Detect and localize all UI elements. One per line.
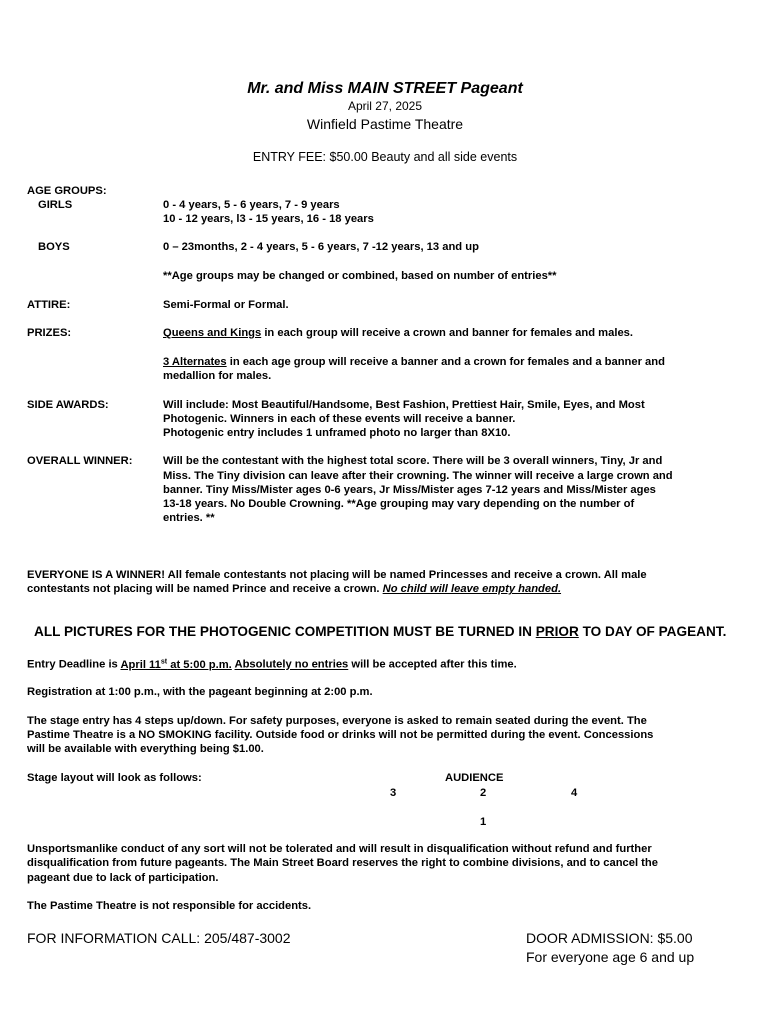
deadline-after: will be accepted after this time. [348, 658, 517, 671]
overall-winner-line2: Miss. The Tiny division can leave after their crowning. The winner will receive a large crown and [163, 470, 673, 482]
pictures-before: ALL PICTURES FOR THE PHOTOGENIC COMPETITION MUST BE TURNED IN [34, 624, 536, 639]
registration-info: Registration at 1:00 p.m., with the pageant beginning at 2:00 p.m. [27, 686, 373, 698]
door-admission: DOOR ADMISSION: $5.00 [526, 930, 693, 946]
stage-entry-line2: Pastime Theatre is a NO SMOKING facility. Outside food or drinks will not be permitted during the event. Concessions [27, 729, 654, 741]
overall-winner-label: OVERALL WINNER: [27, 455, 133, 467]
pictures-prior: PRIOR [535, 624, 579, 639]
age-groups-label: AGE GROUPS: [27, 185, 107, 197]
info-phone: FOR INFORMATION CALL: 205/487-3002 [27, 930, 291, 946]
overall-winner-line3: banner. Tiny Miss/Mister ages 0-6 years, Jr Miss/Mister ages 7-12 years and Miss/Mister ages [163, 484, 656, 496]
pageant-venue: Winfield Pastime Theatre [306, 116, 464, 132]
conduct-line2: disqualification from future pageants. The Main Street Board reserves the right to combine divisions, and to cancel the [27, 857, 658, 869]
deadline-date-text: April 11 [120, 658, 161, 671]
side-awards-label: SIDE AWARDS: [27, 399, 109, 411]
door-admission-note: For everyone age 6 and up [526, 949, 695, 965]
side-awards-line1: Will include: Most Beautiful/Handsome, Best Fashion, Prettiest Hair, Smile, Eyes, and Most [163, 399, 645, 411]
accidents-disclaimer: The Pastime Theatre is not responsible for accidents. [27, 900, 312, 912]
overall-winner-line1: Will be the contestant with the highest total score. There will be 3 overall winners, Tiny, Jr and [163, 455, 663, 467]
no-child-empty-handed: No child will leave empty handed. [382, 583, 562, 595]
alternates-text: 3 Alternates [163, 356, 227, 368]
prizes-label: PRIZES: [27, 327, 72, 339]
deadline-date [120, 659, 231, 671]
girls-groups-line1: 0 - 4 years, 5 - 6 years, 7 - 9 years [163, 199, 340, 211]
girls-label: GIRLS [38, 199, 73, 211]
prizes-line1-rest: in each group will receive a crown and banner for females and males. [261, 327, 634, 339]
entry-fee: ENTRY FEE: $50.00 Beauty and all side events [252, 150, 518, 164]
everyone-winner-line2-text: contestants not placing will be named Prince and receive a crown. [27, 583, 383, 595]
entry-deadline [27, 655, 517, 672]
prizes-line2 [163, 355, 665, 369]
stage-position-3: 3 [390, 787, 397, 799]
prizes-line3: medallion for males. [163, 370, 272, 382]
photogenic-deadline-notice [34, 624, 726, 639]
stage-audience: AUDIENCE [445, 772, 504, 784]
overall-winner-line4: 13-18 years. No Double Crowning. **Age grouping may vary depending on the number of [163, 498, 635, 510]
prizes-line2-rest: in each age group will receive a banner and a crown for females and a banner and [226, 356, 665, 368]
stage-layout-label: Stage layout will look as follows: [27, 772, 202, 784]
girls-groups-line2: 10 - 12 years, l3 - 15 years, 16 - 18 years [163, 213, 374, 225]
absolutely-no-entries: Absolutely no entries [234, 658, 349, 671]
pictures-after: TO DAY OF PAGEANT. [578, 624, 727, 639]
conduct-line1: Unsportsmanlike conduct of any sort will not be tolerated and will result in disqualification without refund and further [27, 843, 652, 855]
conduct-line3: pageant due to lack of participation. [27, 872, 219, 884]
attire-label: ATTIRE: [27, 299, 71, 311]
age-groups-note: **Age groups may be changed or combined, based on number of entries** [163, 270, 557, 282]
everyone-winner-line2 [27, 582, 561, 596]
stage-entry-line3: will be available with everything being $1.00. [27, 743, 264, 755]
pageant-date: April 27, 2025 [347, 99, 423, 113]
side-awards-line2: Photogenic. Winners in each of these events will receive a banner. [163, 413, 516, 425]
pageant-title: Mr. and Miss MAIN STREET Pageant [247, 80, 523, 97]
stage-position-1: 1 [480, 816, 487, 828]
boys-groups-line: 0 – 23months, 2 - 4 years, 5 - 6 years, 7 -12 years, 13 and up [163, 241, 479, 253]
boys-label: BOYS [38, 241, 70, 253]
queens-kings-text: Queens and Kings [163, 327, 262, 339]
stage-position-2: 2 [480, 787, 487, 799]
deadline-date-suffix: st [160, 658, 168, 665]
overall-winner-line5: entries. ** [163, 512, 215, 524]
stage-entry-line1: The stage entry has 4 steps up/down. For safety purposes, everyone is asked to remain seated during the event. The [27, 715, 647, 727]
deadline-time: at 5:00 p.m. [167, 658, 232, 671]
side-awards-line3: Photogenic entry includes 1 unframed photo no larger than 8X10. [163, 427, 511, 439]
deadline-before: Entry Deadline is [27, 658, 121, 671]
attire-value: Semi-Formal or Formal. [163, 299, 289, 311]
prizes-line1 [163, 326, 633, 340]
stage-position-4: 4 [571, 787, 578, 799]
everyone-winner-line1: EVERYONE IS A WINNER! All female contestants not placing will be named Princesses and receive a crown. All male [27, 569, 647, 581]
